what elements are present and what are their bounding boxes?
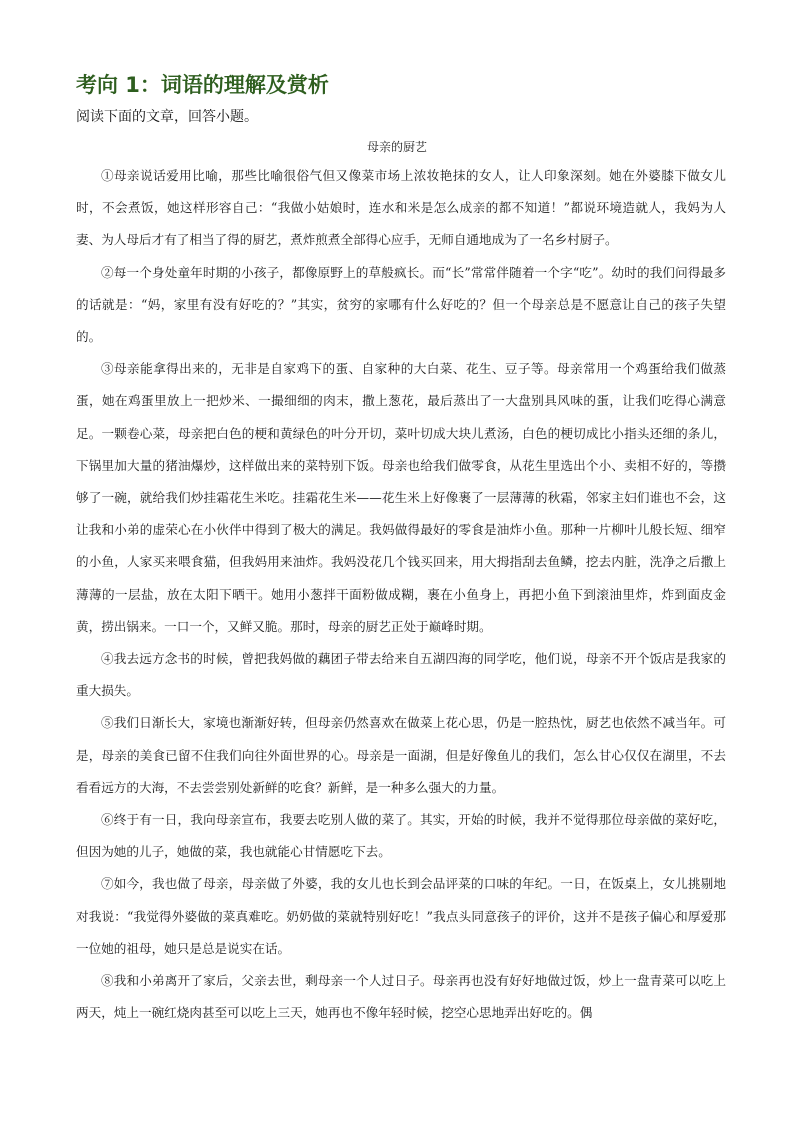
paragraph-4: ④我去远方念书的时候，曾把我妈做的藕团子带去给来自五湖四海的同学吃，他们说，母亲不开个饭店是我家的重大损失。 [76, 651, 726, 699]
paragraph-1: ①母亲说话爱用比喻，那些比喻很俗气但又像菜市场上浓妆艳抹的女人，让人印象深刻。她在外婆膝下做女儿时，不会煮饭，她这样形容自己：“我做小姑娘时，连水和米是怎么成亲的都不知道！”都说环境造就人，我妈为人妻、为人母后才有了相当了得的厨艺，煮炸煎煮全部得心应手，无师自通地成为了一名乡村厨子。 [76, 168, 726, 248]
instruction-text: 阅读下面的文章，回答小题。 [76, 109, 258, 125]
article-body [76, 160, 726, 1029]
section-heading: 考向 1：词语的理解及赏析 [76, 73, 329, 97]
paragraph-2: ②每一个身处童年时期的小孩子，都像原野上的草般疯长。而“长”常常伴随着一个字“吃”。幼时的我们问得最多的话就是：“妈，家里有没有好吃的？”其实，贫穷的家哪有什么好吃的？但一个母亲总是不愿意让自己的孩子失望的。 [76, 264, 726, 345]
paragraph-5: ⑤我们日渐长大，家境也渐渐好转，但母亲仍然喜欢在做菜上花心思，仍是一腔热忱，厨艺也依然不减当年。可是，母亲的美食已留不住我们向往外面世界的心。母亲是一面湖，但是好像鱼儿的我们，怎么甘心仅仅在湖里，不去看看远方的大海，不去尝尝别处新鲜的吃食？新鲜，是一种多么强大的力量。 [76, 715, 726, 795]
paragraph-7: ⑦如今，我也做了母亲，母亲做了外婆，我的女儿也长到会品评菜的口味的年纪。一日，在饭桌上，女儿挑剔地对我说：“我觉得外婆做的菜真难吃。奶奶做的菜就特别好吃！”我点头同意孩子的评价，这并不是孩子偏心和厚爱那一位她的祖母，她只是总是说实在话。 [76, 876, 726, 956]
paragraph-8: ⑧我和小弟离开了家后，父亲去世，剩母亲一个人过日子。母亲再也没有好好地做过饭，炒上一盘青菜可以吃上两天，炖上一碗红烧肉甚至可以吃上三天，她再也不像年轻时候，挖空心思地弄出好吃的。偶 [76, 973, 726, 1021]
paragraph-3: ③母亲能拿得出来的，无非是自家鸡下的蛋、自家种的大白菜、花生、豆子等。母亲常用一个鸡蛋给我们做蒸蛋，她在鸡蛋里放上一把炒米、一撮细细的肉末，撒上葱花，最后蒸出了一大盘别具风味的蛋，让我们吃得心满意足。一颗卷心菜，母亲把白色的梗和黄绿色的叶分开切，菜叶切成大块儿煮汤，白色的梗切成比小指头还细的条儿，下锅里加大量的猪油爆炒，这样做出来的菜特别下饭。母亲也给我们做零食，从花生里选出个小、卖相不好的，等攒够了一碗，就给我们炒挂霜花生米吃。挂霜花生米——花生米上好像裹了一层薄薄的秋霜，邻家主妇们谁也不会，这让我和小弟的虚荣心在小伙伴中得到了极大的满足。我妈做得最好的零食是油炸小鱼。那种一片柳叶儿般长短、细窄的小鱼，人家买来喂食猫，但我妈用来油炸。我妈没花几个钱买回来，用大拇指刮去鱼鳞，挖去内脏，洗净之后撒上薄薄的一层盐，放在太阳下晒干。她用小葱拌干面粉做成糊，裹在小鱼身上，再把小鱼下到滚油里炸，炸到面皮金黄，捞出锅来。一口一个，又鲜又脆。那时，母亲的厨艺正处于巅峰时期。 [76, 361, 726, 634]
article-title: 母亲的厨艺 [366, 140, 427, 154]
paragraph-6: ⑥终于有一日，我向母亲宣布，我要去吃别人做的菜了。其实，开始的时候，我并不觉得那位母亲做的菜好吃，但因为她的儿子，她做的菜，我也就能心甘情愿吃下去。 [76, 812, 726, 860]
